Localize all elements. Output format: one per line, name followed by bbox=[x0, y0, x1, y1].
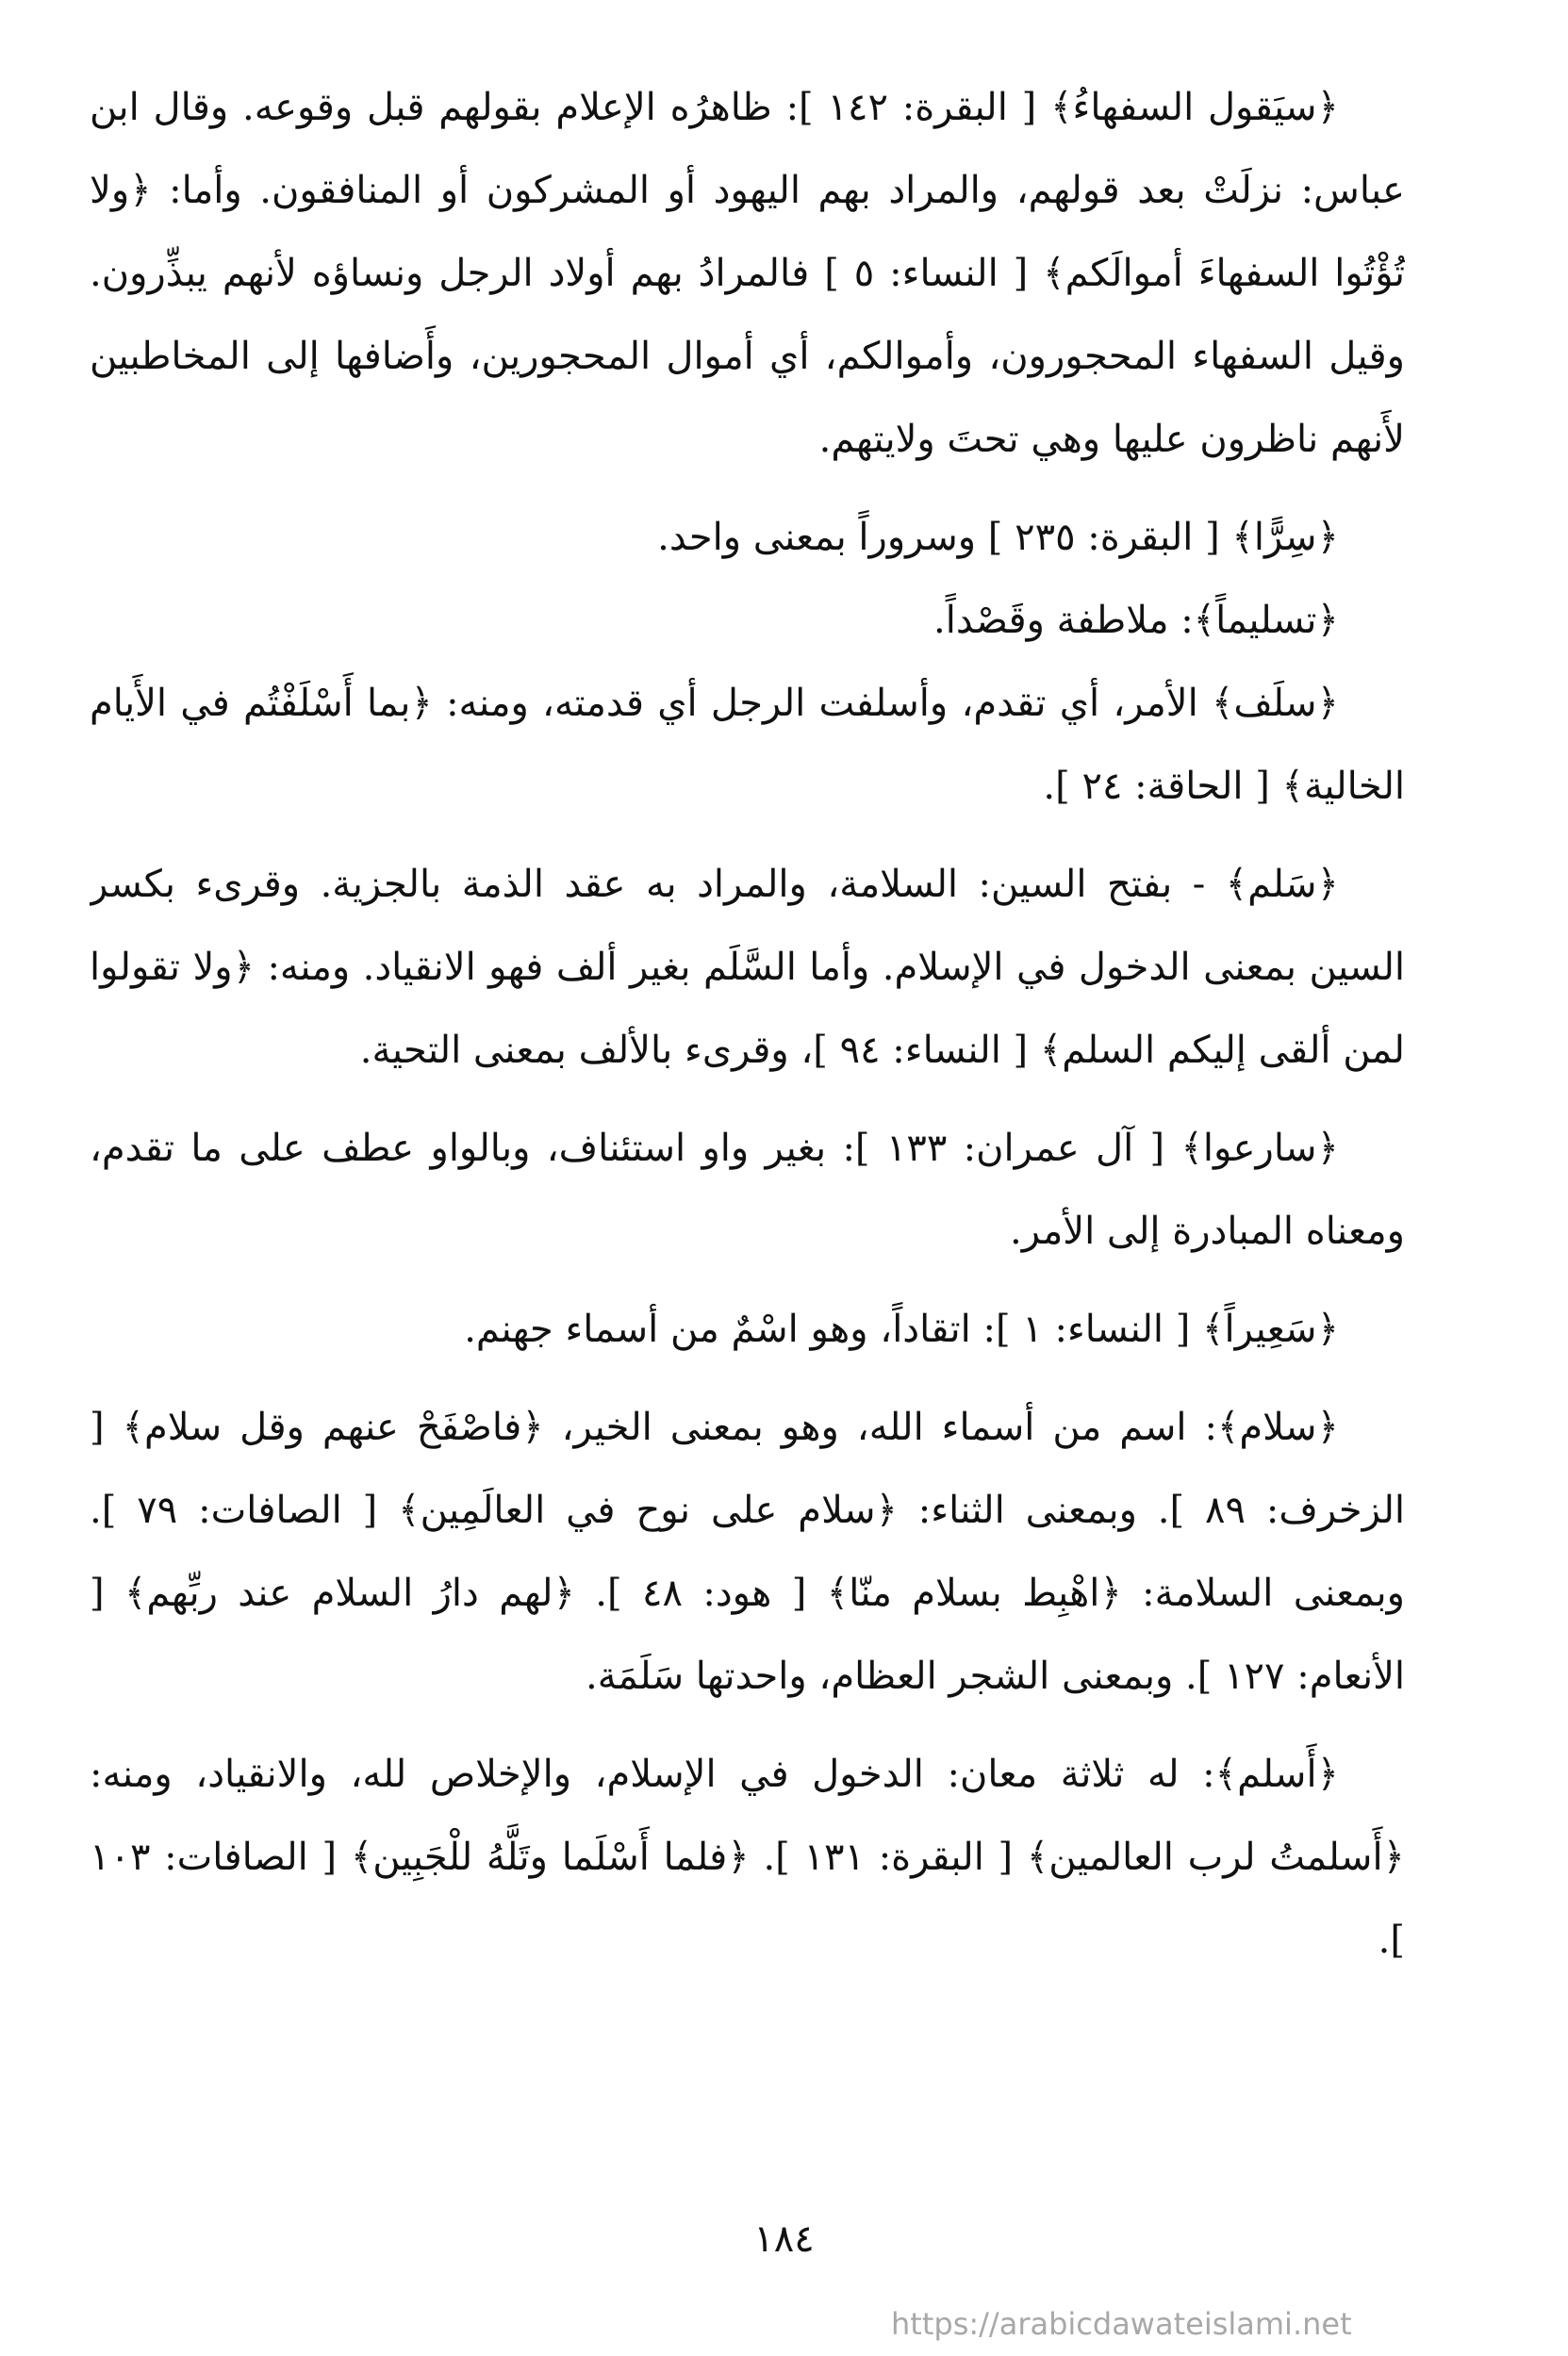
paragraph-sufaha: ﴿سيَقول السفهاءُ﴾ [ البقرة: ١٤٢ ]: ظاهرُه الإعلام بقولهم قبل وقوعه. وقال ابن عباس: نزلَتْ بعد قولهم، والمراد بهم اليهود أو المشركون أو المنافقون. وأما: ﴿ولا تُؤْتُوا السفهاءَ أموالَكم﴾ [ النساء: ٥ ] فالمرادُ بهم أولاد الرجل ونساؤه لأنهم يبذِّرون. وقيل السفهاء المحجورون، وأموالكم، أي أموال المحجورين، وأَضافها إلى المخاطبين لأَنهم ناظرون عليها وهي تحتَ ولايتهم. bbox=[90, 86, 1405, 461]
paragraph-sariu: ﴿سارعوا﴾ [ آل عمران: ١٣٣ ]: بغير واو استئناف، وبالواو عطف على ما تقدم، ومعناه المبادرة إلى الأمر. bbox=[90, 1127, 1405, 1253]
page-body bbox=[90, 66, 1405, 2216]
paragraph-aslam: ﴿أَسلم﴾: له ثلاثة معان: الدخول في الإسلام، والإخلاص لله، والانقياد، ومنه: ﴿أَسلمتُ لرب العالمين﴾ [ البقرة: ١٣١ ]. ﴿فلما أَسْلَما وتَلَّهُ للْجَبِين﴾ [ الصافات: ١٠٣ ]. bbox=[90, 1753, 1405, 1962]
page-number: ١٨٤ bbox=[753, 2217, 815, 2261]
paragraph-salm: ﴿سَلم﴾ - بفتح السين: السلامة، والمراد به عقد الذمة بالجزية. وقرىء بكسر السين بمعنى الدخول في الإسلام. وأما السَّلَم بغير ألف فهو الانقياد. ومنه: ﴿ولا تقولوا لمن ألقى إليكم السلم﴾ [ النساء: ٩٤ ]، وقرىء بالألف بمعنى التحية. bbox=[90, 863, 1405, 1072]
paragraph-tasliman: ﴿تسليماً﴾: ملاطفة وقَصْداً. bbox=[933, 599, 1339, 642]
paragraph-sirran: ﴿سِرًّا﴾ [ البقرة: ٢٣٥ ] وسروراً بمعنى واحد. bbox=[657, 516, 1339, 559]
paragraph-saira: ﴿سَعِيراً﴾ [ النساء: ١ ]: اتقاداً، وهو اسْمٌ من أسماء جهنم. bbox=[464, 1308, 1339, 1351]
paragraph-salam: ﴿سلام﴾: اسم من أسماء الله، وهو بمعنى الخير، ﴿فاصْفَحْ عنهم وقل سلام﴾ [ الزخرف: ٨٩ ]. وبمعنى الثناء: ﴿سلام على نوح في العالَمِين﴾ [ الصافات: ٧٩ ]. وبمعنى السلامة: ﴿اهْبِط بسلام منّا﴾ [ هود: ٤٨ ]. ﴿لهم دارُ السلام عند ربِّهم﴾ [ الأنعام: ١٢٧ ]. وبمعنى الشجر العظام، واحدتها سَلَمَة. bbox=[90, 1406, 1405, 1698]
watermark-url: https://arabicdawateislami.net bbox=[891, 2306, 1352, 2342]
paragraph-salaf: ﴿سلَف﴾ الأمر، أي تقدم، وأسلفت الرجل أي قدمته، ومنه: ﴿بما أَسْلَفْتُم في الأَيام الخالية﴾ [ الحاقة: ٢٤ ]. bbox=[90, 682, 1405, 808]
